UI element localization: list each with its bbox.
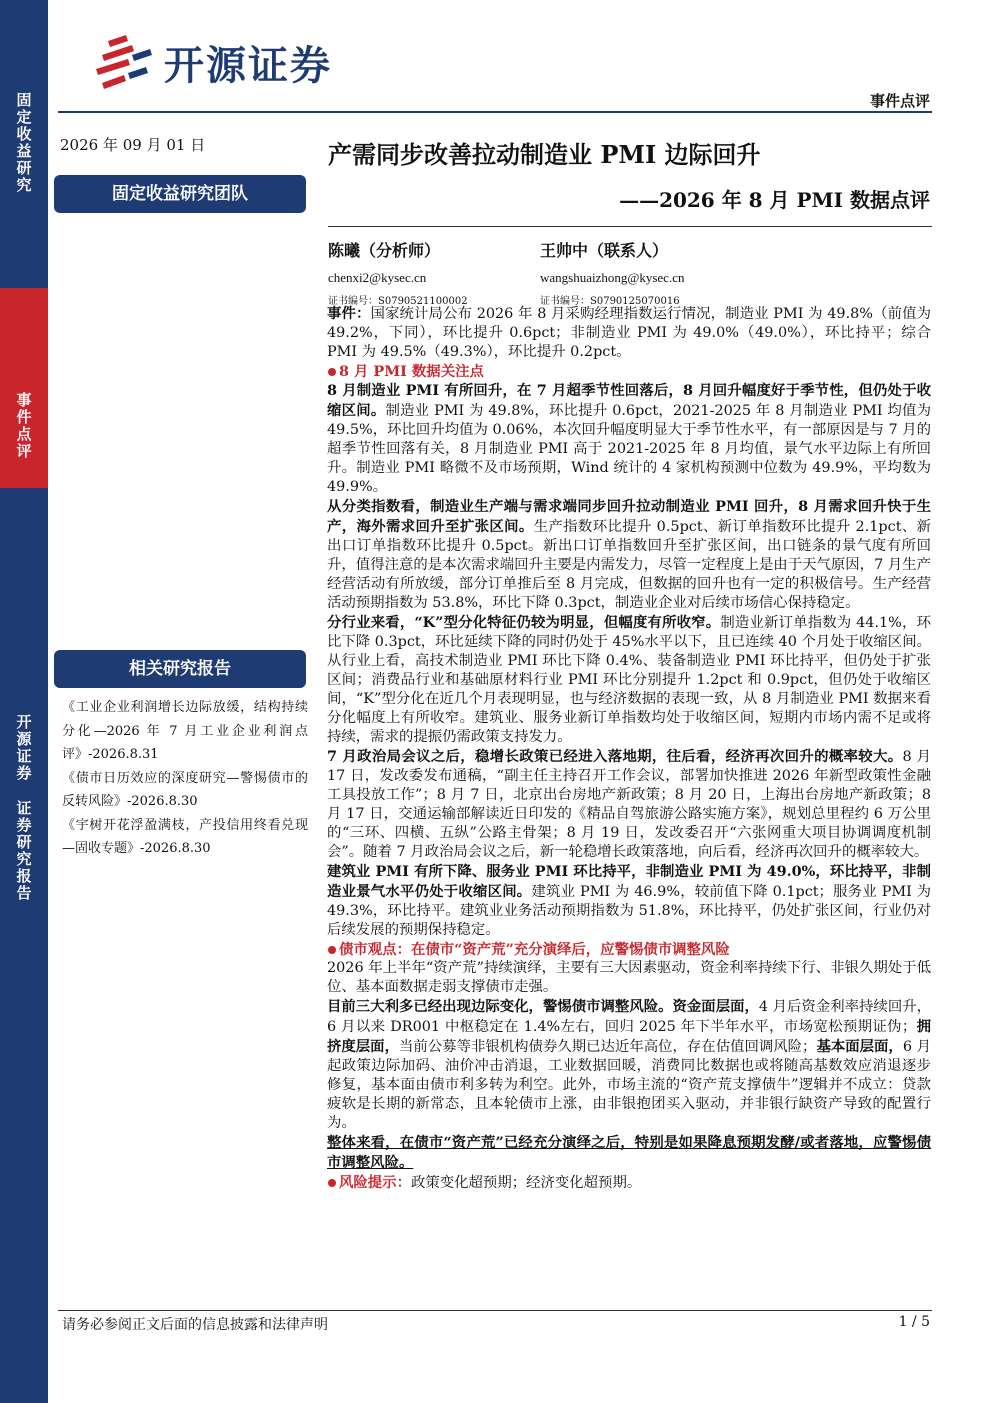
footer-disclaimer: 请务必参阅正文后面的信息披露和法律声明 bbox=[62, 1317, 328, 1333]
report-subtitle: ——2026 年 8 月 PMI 数据点评 bbox=[619, 188, 930, 212]
company-logo bbox=[88, 32, 332, 92]
logo-mark-icon bbox=[88, 33, 158, 91]
related-report-link[interactable]: 《工业企业利润增长边际放缓，结构持续分化—2026 年 7 月工业企业利润点评》-2026.8.31 bbox=[62, 700, 308, 762]
section-heading: 8 月 PMI 数据关注点 bbox=[327, 362, 931, 381]
related-reports-heading: 相关研究报告 bbox=[54, 650, 306, 688]
doc-type-label: 事件点评 bbox=[869, 92, 930, 110]
brand-name: 开源证券 bbox=[164, 42, 332, 89]
report-title: 产需同步改善拉动制造业 PMI 边际回升 bbox=[328, 140, 761, 169]
side-band bbox=[0, 0, 48, 1403]
section-heading: 债市观点：在债市“资产荒”充分演绎后，应警惕债市调整风险 bbox=[327, 940, 931, 959]
author-block bbox=[328, 238, 468, 307]
side-band-doc-type: 事 件 点 评 bbox=[16, 391, 32, 460]
author-email[interactable]: chenxi2@kysec.cn bbox=[328, 270, 427, 285]
author-name: 王帅中（联系人） bbox=[540, 241, 669, 260]
report-date: 2026 年 09 月 01 日 bbox=[60, 136, 206, 154]
body-paragraph: 从分类指数看，制造业生产端与需求端同步回升拉动制造业 PMI 回升，8 月需求回升快于生产，海外需求回升至扩张区间。生产指数环比提升 0.5pct、新订单指数环比提升 2.1pct、新出口订单指数环比提升 0.5pct。新出口订单指数回升至扩张区间，出口链条的景气度有所回升，值得注意的是本次需求端回升主要是内需发力，尽管一定程度上是由于天气原因，7 月生产经营活动有所放缓，部分订单推后至 8 月完成，但数据的回升也有一定的积极信号。生产经营活动预期指数为 53.8%，环比下降 0.3pct，制造业企业对后续市场信心保持稳定。 bbox=[327, 498, 931, 611]
side-band-brand: 开 源 证 券 bbox=[16, 713, 32, 782]
body-paragraph: 8 月制造业 PMI 有所回升，在 7 月超季节性回落后，8 月回升幅度好于季节性，但仍处于收缩区间。制造业 PMI 为 49.8%，环比提升 0.6pct，2021-2025 年 8 月制造业 PMI 均值为 49.5%，环比回升均值为 0.06%，本次回升幅度明显大于季节性水平，有一部原因是与 7 月的超季节性回落有关，8 月制造业 PMI 高于 2021-2025 年 8 月均值，景气水平边际上有所回升。制造业 PMI 略微不及市场预期，Wind 统计的 4 家机构预测中位数为 49.9%，平均数为 49.9%。 bbox=[327, 382, 931, 495]
body-paragraph: 2026 年上半年“资产荒”持续演绎，主要有三大因素驱动，资金利率持续下行、非银久期处于低位、基本面数据走弱支撑债市走强。 bbox=[327, 960, 931, 995]
header-rule bbox=[58, 111, 932, 113]
report-body bbox=[327, 304, 931, 1193]
body-paragraph: 分行业来看，“K”型分化特征仍较为明显，但幅度有所收窄。制造业新订单指数为 44.1%，环比下降 0.3pct，环比延续下降的同时仍处于 45%水平以下，且已连续 40 个月处于收缩区间。从行业上看，高技术制造业 PMI 环比下降 0.4%、装备制造业 PMI 环比持平，但仍处于扩张区间；消费品行业和基础原材料行业 PMI 环比分别提升 1.2pct 和 0.9pct，但仍处于收缩区间，“K”型分化在近几个月表现明显，也与经济数据的表现一致，从 8 月制造业 PMI 数据来看分化幅度上有所收窄。建筑业、服务业新订单指数均处于收缩区间，短期内市场内需不足或将持续，需求的提振仍需政策支持发力。 bbox=[327, 614, 931, 745]
event-paragraph: 事件：国家统计局公布 2026 年 8 月采购经理指数运行情况，制造业 PMI 为 49.8%（前值为 49.2%，下同），环比提升 0.6pct；非制造业 PMI 为 49.0%（49.0%），环比持平；综合 PMI 为 49.5%（49.3%），环比提升 0.2pct。 bbox=[327, 305, 931, 360]
author-block bbox=[540, 238, 684, 307]
page-number: 1 / 5 bbox=[898, 1314, 930, 1330]
author-email[interactable]: wangshuaizhong@kysec.cn bbox=[540, 270, 685, 285]
title-rule bbox=[328, 226, 932, 227]
body-paragraph: 7 月政治局会议之后，稳增长政策已经进入落地期，往后看，经济再次回升的概率较大。8 月 17 日，发改委发布通稿，“副主任主持召开工作会议，部署加快推进 2026 年新型政策性金融工具投放工作”；8 月 7 日，北京出台房地产新政策；8 月 20 日，上海出台房地产新政策；8 月 17 日，交通运输部解读近日印发的《精品自驾旅游公路实施方案》，规划总里程约 6 万公里的“三环、四横、五纵”公路主骨架；8 月 19 日，发改委召开“六张网重大项目协调调度机制会”。随着 7 月政治局会议之后，新一轮稳增长政策落地，向后看，经济再次回升的概率较大。 bbox=[327, 748, 932, 860]
author-name: 陈曦（分析师） bbox=[328, 241, 441, 260]
footer-rule bbox=[58, 1310, 932, 1311]
body-paragraph: 目前三大利多已经出现边际变化，警惕债市调整风险。资金面层面，4 月后资金利率持续回升，6 月以来 DR001 中枢稳定在 1.4%左右，回归 2025 年下半年水平，市场宽松预期证伪；拥挤度层面，当前公募等非银机构债券久期已达近年高位，存在估值回调风险；基本面层面，6 月起政策边际加码、油价冲击消退，工业数据回暖，消费同比数据也或将随高基数效应消退逐步修复，基本面由债市利多转为利空。此外，市场主流的“资产荒支撑债牛”逻辑并不成立：贷款疲软是长期的新常态，且本轮债市上涨，由非银抱团买入驱动，并非银行缺资产导致的配置行为。 bbox=[327, 998, 931, 1131]
team-badge: 固定收益研究团队 bbox=[54, 175, 306, 213]
risk-warning: 风险提示：政策变化超预期；经济变化超预期。 bbox=[327, 1173, 931, 1193]
author-cert: 证书编号：S0790125070016 bbox=[540, 296, 680, 307]
author-cert: 证书编号：S0790521100002 bbox=[328, 296, 468, 307]
conclusion-paragraph: 整体来看，在债市“资产荒”已经充分演绎之后，特别是如果降息预期发酵/或者落地，应警惕债市调整风险。 bbox=[327, 1134, 931, 1171]
side-band-report-type: 证 券 研 究 报 告 bbox=[16, 799, 32, 902]
body-paragraph: 建筑业 PMI 有所下降、服务业 PMI 环比持平，非制造业 PMI 为 49.0%，环比持平，非制造业景气水平仍处于收缩区间。建筑业 PMI 为 46.9%，较前值下降 0.1pct；服务业 PMI 为 49.3%，环比持平。建筑业业务活动预期指数为 51.8%，环比持平，仍处扩张区间，行业仍对后续发展的预期保持稳定。 bbox=[327, 863, 931, 938]
related-reports-list bbox=[62, 696, 308, 861]
related-report-link[interactable]: 《宇树开花浮盈满枝，产投信用终看兑现—固收专题》-2026.8.30 bbox=[62, 817, 308, 856]
related-report-link[interactable]: 《债市日历效应的深度研究—警惕债市的反转风险》-2026.8.30 bbox=[62, 770, 308, 809]
side-band-category: 固 定 收 益 研 究 bbox=[16, 91, 32, 194]
